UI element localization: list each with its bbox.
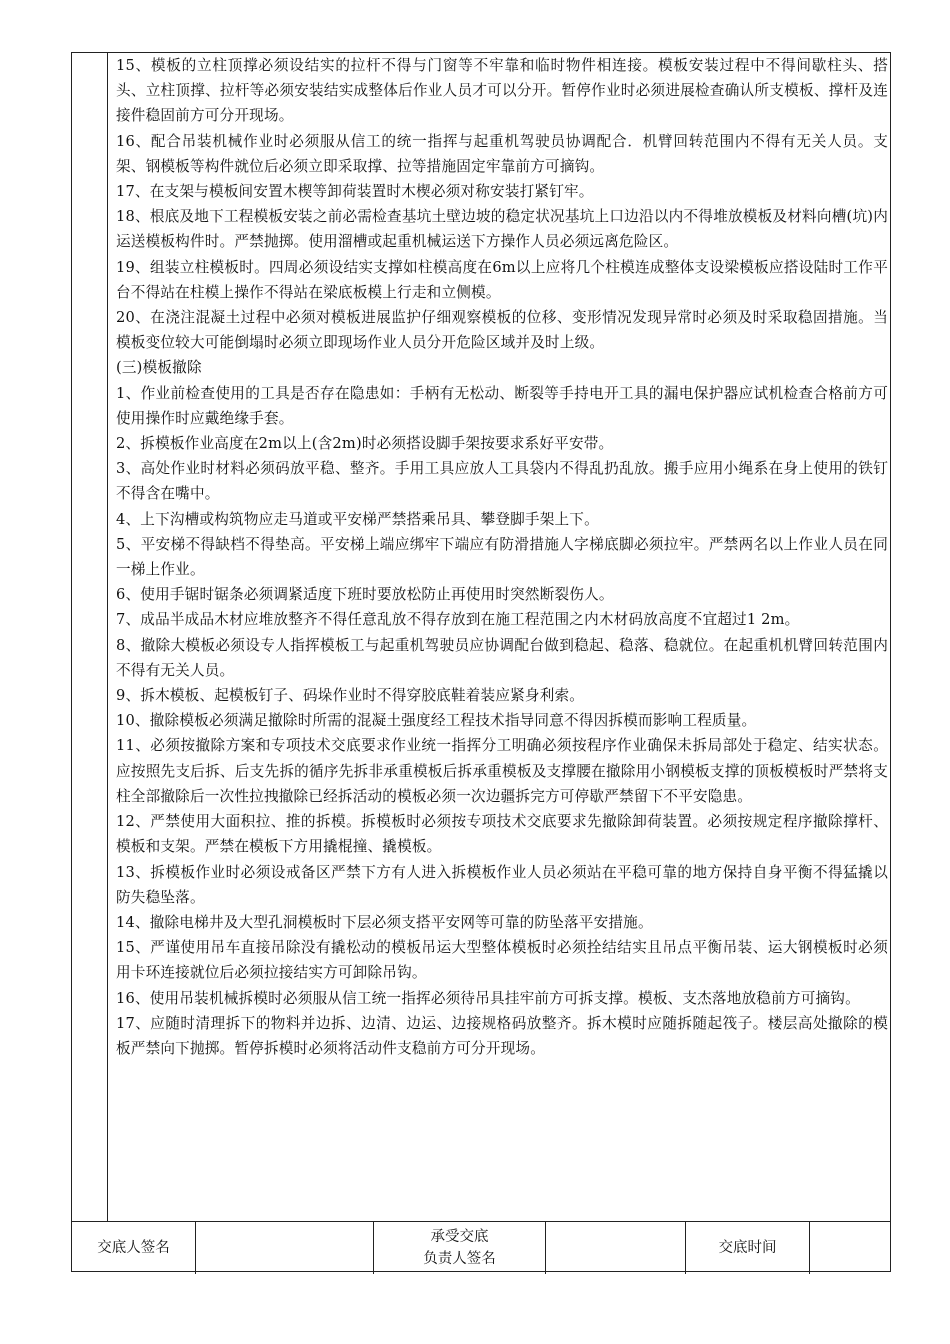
paragraph: 15、模板的立柱顶撑必须设结实的拉杆不得与门窗等不牢靠和临时物件相连接。模板安装过程中不得间歇柱头、搭头、立柱顶撑、拉杆等必须安装结实成整体后作业人员才可以分开。暂停作业时必须进展检查确认所支模板、撑杆及连接件稳固前方可分开现场。: [116, 57, 888, 125]
paragraph: 8、撤除大模板必须设专人指挥模板工与起重机驾驶员应协调配台做到稳起、稳落、稳就位。在起重机机臂回转范围内不得有无关人员。: [116, 636, 888, 679]
receiver-label-line2: 负责人签名: [423, 1251, 496, 1267]
paragraph: 7、成品半成品木材应堆放整齐不得任意乱放不得存放到在施工程范围之内木材码放高度不宜超过1 2m。: [116, 611, 800, 629]
paragraph: 3、高处作业时材料必须码放平稳、整齐。手用工具应放人工具袋内不得乱扔乱放。搬手应用小绳系在身上使用的铁钉不得含在嘴中。: [116, 460, 888, 503]
paragraph: 15、严谨使用吊车直接吊除没有撬松动的模板吊运大型整体模板时必须拴结结实且吊点平衡吊装、运大钢模板时必须用卡环连接就位后必须拉接结实方可卸除吊钩。: [116, 939, 888, 982]
paragraph: 2、拆模板作业高度在2m以上(含2m)时必须搭设脚手架按要求系好平安带。: [116, 435, 614, 453]
paragraph: 5、平安梯不得缺档不得垫高。平安梯上端应绑牢下端应有防滑措施人字梯底脚必须拉牢。严禁两名以上作业人员在同一梯上作业。: [116, 535, 888, 579]
paragraph: 9、拆木模板、起模板钉子、码垛作业时不得穿胶底鞋着装应紧身利索。: [116, 687, 585, 705]
paragraph: 18、根底及地下工程模板安装之前必需检查基坑土壁边坡的稳定状况基坑上口边沿以内不得堆放模板及材料向槽(坑)内运送模板构件时。严禁抛掷。使用溜槽或起重机械运送下方操作人员必须远离危险区。: [116, 208, 888, 251]
receiver-label: [374, 1222, 546, 1274]
briefing-content: [116, 53, 888, 1221]
paragraph: 17、应随时清理拆下的物料并边拆、边清、边运、边接规格码放整齐。拆木模时应随拆随起筏子。楼层高处撤除的模板严禁向下抛掷。暂停拆模时必须将活动件支稳前方可分开现场。: [116, 1014, 888, 1057]
receiver-signature-field[interactable]: [546, 1222, 686, 1274]
paragraph: 4、上下沟槽或构筑物应走马道或平安梯严禁搭乘吊具、攀登脚手架上下。: [116, 510, 599, 528]
signature-row: [72, 1221, 890, 1274]
paragraph: 16、使用吊装机械拆模时必须服从信工统一指挥必须待吊具挂牢前方可拆支撑。模板、支杰落地放稳前方可摘钩。: [116, 989, 860, 1007]
left-margin-column: [72, 53, 108, 1221]
receiver-label-line1: 承受交底: [430, 1229, 489, 1245]
paragraph: 14、撤除电梯井及大型孔洞模板时下层必须支搭平安网等可靠的防坠落平安措施。: [116, 913, 653, 931]
section-heading: (三)模板撤除: [116, 359, 202, 377]
paragraph: 16、配合吊装机械作业时必须服从信工的统一指挥与起重机驾驶员协调配合．机臂回转范围内不得有无关人员。支架、钢模板等构件就位后必须立即采取撑、拉等措施固定牢靠前方可摘钩。: [116, 132, 888, 175]
paragraph: 13、拆模板作业时必须设戒备区严禁下方有人进入拆模板作业人员必须站在平稳可靠的地方保持自身平衡不得猛撬以防失稳坠落。: [116, 863, 888, 906]
discloser-signature-field[interactable]: [196, 1222, 374, 1274]
paragraph: 1、作业前检查使用的工具是否存在隐患如：手柄有无松动、断裂等手持电开工具的漏电保护器应试机检查合格前方可使用操作时应戴绝缘手套。: [116, 384, 888, 427]
time-label: 交底时间: [686, 1222, 810, 1274]
time-field[interactable]: [810, 1222, 890, 1274]
paragraph: 19、组装立柱模板时。四周必须设结实支撑如柱模高度在6m以上应将几个柱模连成整体支设梁模板应搭设陆时工作平台不得站在柱模上操作不得站在梁底板模上行走和立侧模。: [116, 258, 888, 301]
paragraph: 6、使用手锯时锯条必须调紧适度下班时要放松防止再使用时突然断裂伤人。: [116, 586, 614, 604]
paragraph: 10、撤除模板必须满足撤除时所需的混凝土强度经工程技术指导同意不得因拆模而影响工程质量。: [116, 712, 757, 730]
paragraph: 11、必须按撤除方案和专项技术交底要求作业统一指挥分工明确必须按程序作业确保未拆局部处于稳定、结实状态。应按照先支后拆、后支先拆的循序先拆非承重模板后拆承重模板及支撑腰在撤除用小钢模板支撑的顶板模板时严禁将支柱全部撤除后一次性拉拽撤除已经拆活动的模板必须一次边疆拆完方可停歇严禁留下不平安隐患。: [116, 737, 888, 805]
paragraph: 12、严禁使用大面积拉、推的拆模。拆模板时必须按专项技术交底要求先撤除卸荷装置。必须按规定程序撤除撑杆、模板和支架。严禁在模板下方用撬棍撞、撬模板。: [116, 813, 888, 856]
paragraph: 20、在浇注混凝土过程中必须对模板进展监护仔细观察模板的位移、变形情况发现异常时必须及时采取稳固措施。当模板变位较大可能倒塌时必须立即现场作业人员分开危险区域并及时上级。: [116, 309, 888, 352]
paragraph: 17、在支架与模板间安置木楔等卸荷装置时木楔必须对称安装打紧钉牢。: [116, 183, 594, 201]
discloser-label: 交底人签名: [72, 1222, 196, 1274]
safety-briefing-sheet: [71, 52, 891, 1272]
